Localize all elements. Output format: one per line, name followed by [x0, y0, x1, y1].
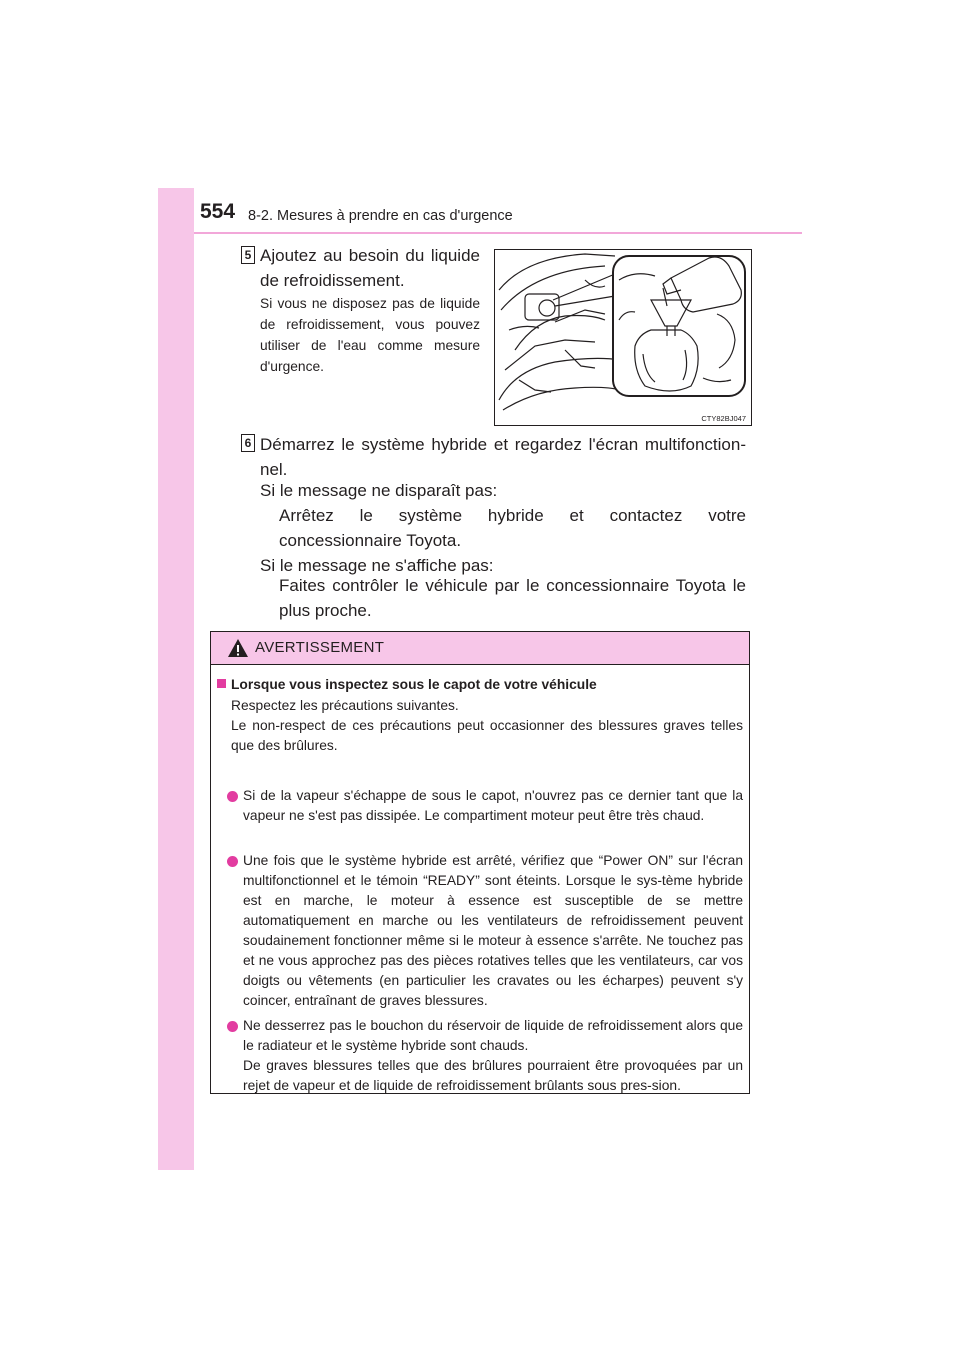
- step-6-text: Démarrez le système hybride et regardez l'écran multifonction-nel.: [260, 435, 746, 479]
- square-bullet-icon: [217, 679, 226, 688]
- warning-bullet-1: Si de la vapeur s'échappe de sous le capot, n'ouvrez pas ce dernier tant que la vapeur ne s'est pas dissipée. Le compartiment moteur peut être très chaud.: [243, 788, 743, 823]
- illustration-code: CTY82BJ047: [701, 414, 746, 423]
- step-5-text: Ajoutez au besoin du liquide de refroidissement.: [260, 246, 480, 290]
- warning-bullet-2: Une fois que le système hybride est arrêté, vérifiez que “Power ON” sur l'écran multifonctionnel et le témoin “READY” sont éteints. Lorsque le sys-tème hybride est en marche, le moteur à essence est susceptible de se mettre automatiquement en marche ou les ventilateurs de refroidissement peuvent soudainement fonctionner même si le moteur à essence s'arrête. Ne touchez pas et ne vous approchez pas des pièces rotatives telles que les ventilateurs, car vos doigts ou vêtements (en particulier les cravates ou les écharpes) peuvent s'y coincer, entraînant de graves blessures.: [243, 853, 743, 1008]
- warning-title: AVERTISSEMENT: [255, 639, 385, 656]
- warning-bullet-3: Ne desserrez pas le bouchon du réservoir de liquide de refroidissement alors que le radiateur et le système hybride sont chauds. De graves blessures telles que des brûlures pourraient être provoquées par un rejet de vapeur et de liquide de refroidissement brûlants sous pres-sion.: [243, 1018, 743, 1093]
- step-6-condition-1: Si le message ne disparaît pas:: [260, 481, 498, 500]
- section-title: 8-2. Mesures à prendre en cas d'urgence: [248, 208, 513, 224]
- step-6-action-2: Faites contrôler le véhicule par le concessionnaire Toyota le plus proche.: [279, 576, 746, 620]
- warning-intro: Respectez les précautions suivantes. Le non-respect de ces précautions peut occasionner des blessures graves telles que des brûlures.: [231, 698, 743, 753]
- page-number: 554: [200, 200, 236, 223]
- step-6-badge: 6: [241, 434, 255, 452]
- step-6-condition-2: Si le message ne s'affiche pas:: [260, 556, 494, 575]
- bullet-dot-icon: [227, 856, 238, 867]
- header-rule: [194, 232, 802, 234]
- warning-box: [210, 631, 750, 1094]
- coolant-refill-illustration: [494, 249, 752, 426]
- bullet-dot-icon: [227, 791, 238, 802]
- warning-heading-text: Lorsque vous inspectez sous le capot de votre véhicule: [231, 677, 597, 692]
- warning-header: [211, 632, 749, 665]
- step-5-badge: 5: [241, 246, 255, 264]
- engine-bay-drawing: [495, 250, 751, 425]
- side-tab-bar: [158, 188, 194, 1170]
- warning-triangle-icon: [227, 638, 249, 658]
- step-6-action-1: Arrêtez le système hybride et contactez votre concessionnaire Toyota.: [279, 506, 746, 550]
- step-5-note: Si vous ne disposez pas de liquide de refroidissement, vous pouvez utiliser de l'eau comme mesure d'urgence.: [260, 296, 480, 374]
- warning-heading: [217, 675, 737, 695]
- bullet-dot-icon: [227, 1021, 238, 1032]
